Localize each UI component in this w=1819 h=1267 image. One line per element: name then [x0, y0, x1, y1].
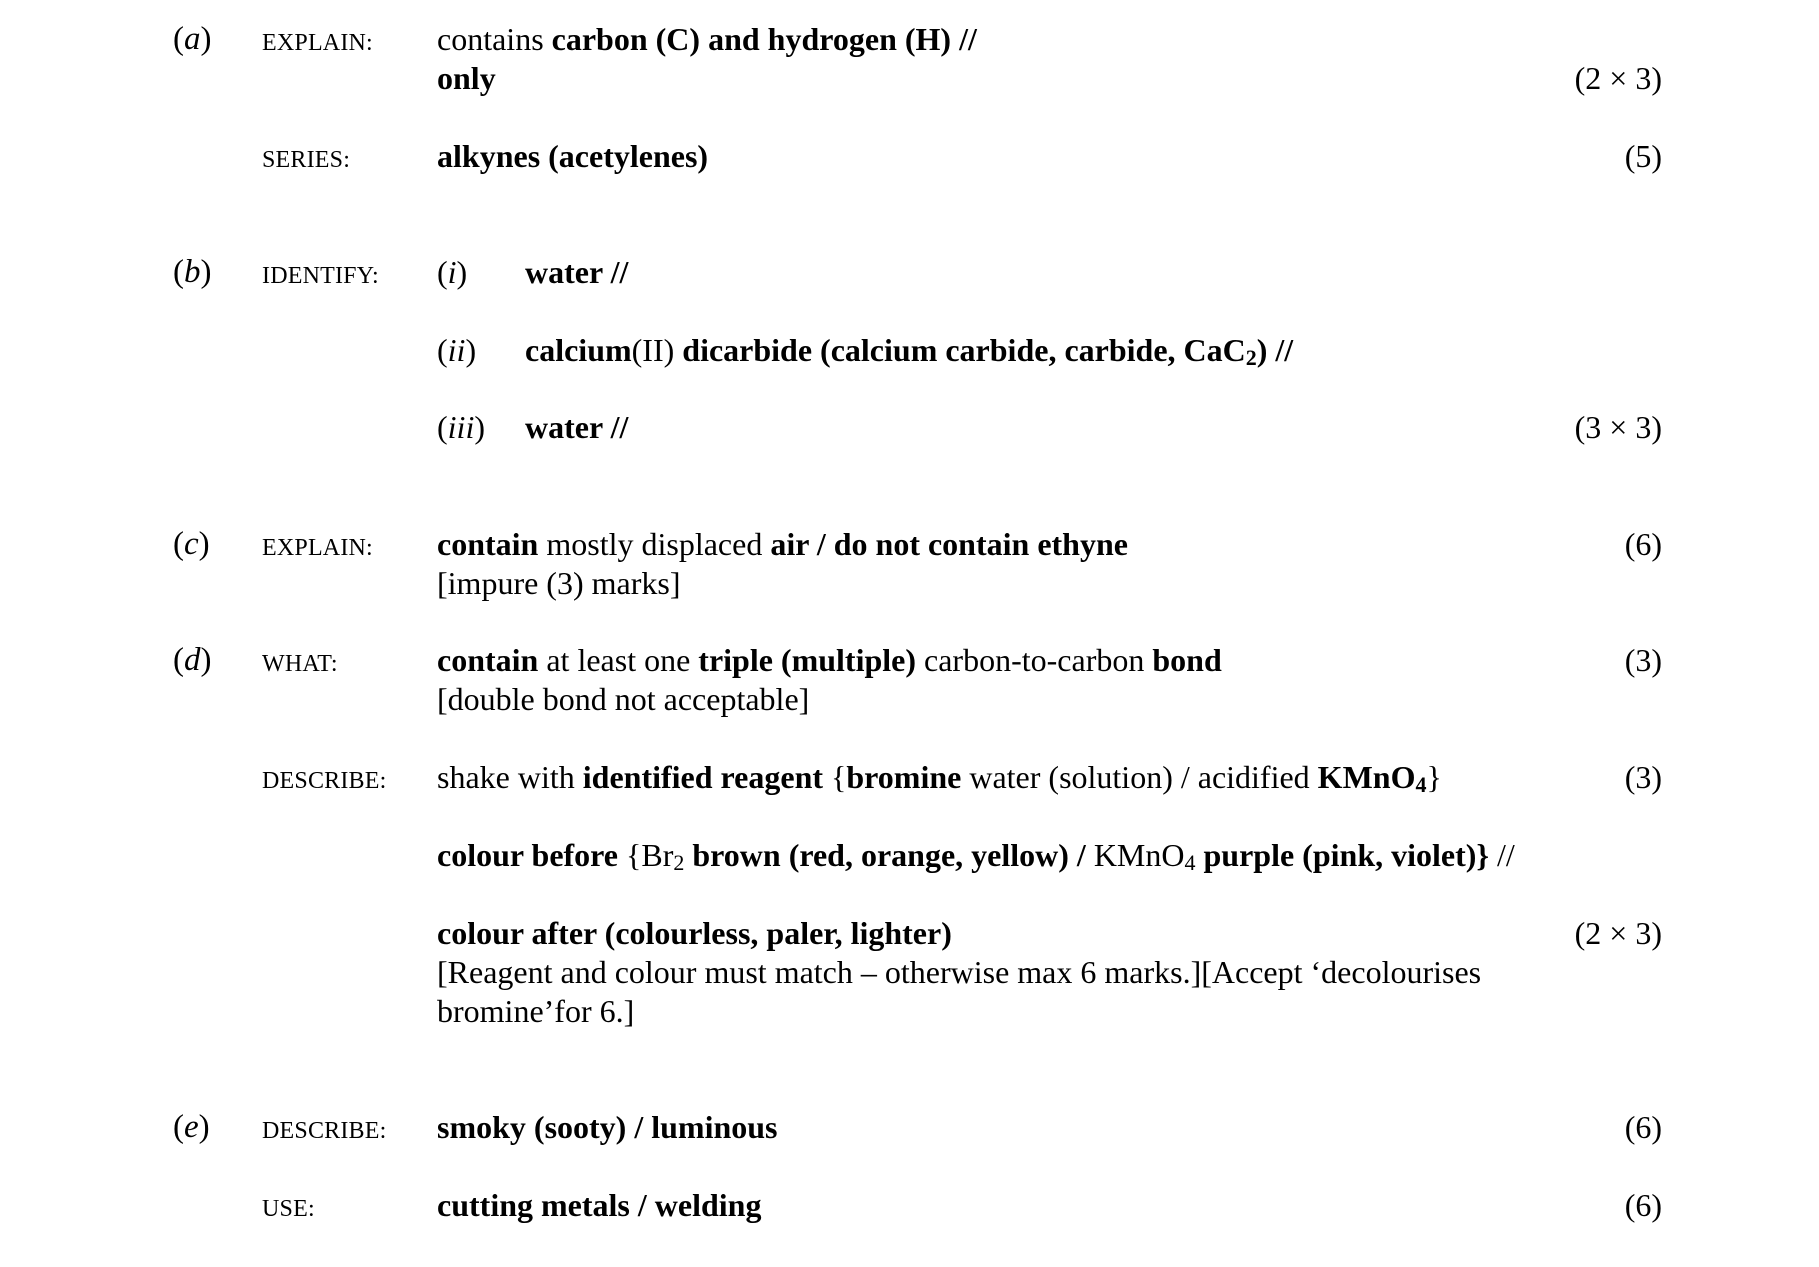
marks: (6) — [1624, 1109, 1662, 1145]
answer-text: smoky (sooty) / luminous — [437, 1109, 778, 1145]
sub-item-answer: calcium(II) dicarbide (calcium carbide, carbide, CaC2) // — [525, 332, 1294, 370]
part-label-e: (e) — [173, 1109, 210, 1145]
marks: (3) — [1624, 759, 1662, 795]
series-label: SERIES: — [262, 147, 351, 173]
sub-item-number: (iii) — [437, 409, 485, 445]
describe-label: DESCRIBE: — [262, 1118, 387, 1144]
marking-note: [impure (3) marks] — [437, 565, 681, 601]
marks: (3) — [1624, 642, 1662, 678]
marks: (3 × 3) — [1574, 409, 1662, 445]
answer-text: colour after (colourless, paler, lighter) [Reagent and colour must match – otherwise max 6 marks.][Accept ‘decolourises bromine’for 6.] — [437, 915, 1482, 1029]
marks: (2 × 3) — [1574, 60, 1662, 96]
marking-note: [Reagent and colour must match – otherwise max 6 marks.][Accept ‘decolourises bromine’for 6.] — [437, 954, 1482, 1029]
part-label-b: (b) — [173, 254, 212, 290]
use-label: USE: — [262, 1196, 315, 1222]
explain-label: EXPLAIN: — [262, 30, 373, 56]
answer-text: contain at least one triple (multiple) carbon-to-carbon bond [double bond not acceptable] — [437, 642, 1222, 717]
part-label-d: (d) — [173, 642, 212, 678]
sub-item-number: (ii) — [437, 332, 477, 368]
marks: (2 × 3) — [1574, 915, 1662, 951]
answer-text: contains carbon (C) and hydrogen (H) // only — [437, 21, 977, 96]
answer-text: colour before {Br2 brown (red, orange, yellow) / KMnO4 purple (pink, violet)} // — [437, 837, 1515, 875]
answer-text: contain mostly displaced air / do not contain ethyne [impure (3) marks] — [437, 526, 1128, 601]
marking-note: [double bond not acceptable] — [437, 681, 810, 717]
part-label-c: (c) — [173, 526, 210, 562]
what-label: WHAT: — [262, 651, 338, 677]
answer-text: cutting metals / welding — [437, 1187, 762, 1223]
marks: (6) — [1624, 526, 1662, 562]
marks: (6) — [1624, 1187, 1662, 1223]
answer-text: shake with identified reagent {bromine water (solution) / acidified KMnO4} — [437, 759, 1442, 797]
describe-label: DESCRIBE: — [262, 768, 387, 794]
marks: (5) — [1624, 138, 1662, 174]
identify-label: IDENTIFY: — [262, 263, 379, 289]
explain-label: EXPLAIN: — [262, 535, 373, 561]
sub-item-answer: water // — [525, 409, 629, 445]
part-label-a: (a) — [173, 21, 212, 57]
answer-text: alkynes (acetylenes) — [437, 138, 709, 174]
sub-item-answer: water // — [525, 254, 629, 290]
sub-item-number: (i) — [437, 254, 468, 290]
